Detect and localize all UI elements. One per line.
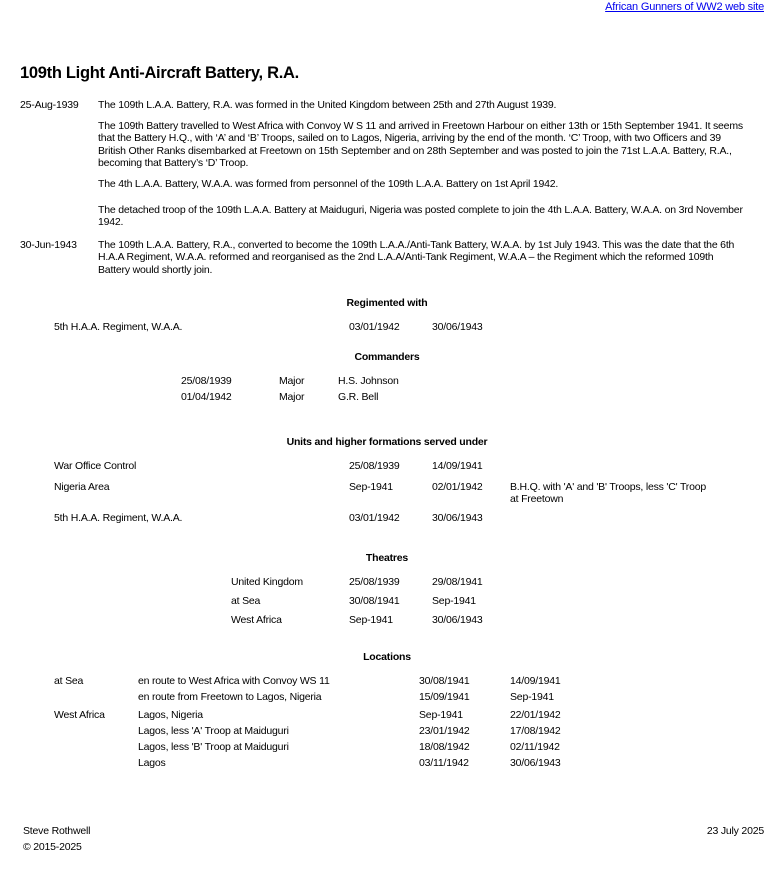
- date-from: 25/08/1939: [349, 460, 400, 472]
- section-heading-locations: Locations: [363, 651, 411, 663]
- date-from: 15/09/1941: [419, 691, 470, 703]
- date-from: 18/08/1942: [419, 741, 470, 753]
- location-place: Lagos, less 'A' Troop at Maiduguri: [138, 725, 289, 737]
- commander-rank: Major: [279, 391, 305, 403]
- unit-name: 5th H.A.A. Regiment, W.A.A.: [54, 512, 183, 524]
- date-to: 02/01/1942: [432, 481, 483, 493]
- section-heading-theatres: Theatres: [365, 552, 409, 564]
- site-home-link[interactable]: African Gunners of WW2 web site: [605, 1, 764, 13]
- section-heading-commanders: Commanders: [354, 351, 420, 363]
- date-to: Sep-1941: [432, 595, 476, 607]
- date-to: 30/06/1943: [432, 512, 483, 524]
- date-from: 30/08/1941: [349, 595, 400, 607]
- history-date: 25-Aug-1939: [20, 99, 79, 111]
- date-from: 03/01/1942: [349, 512, 400, 524]
- footer-date: 23 July 2025: [706, 825, 764, 837]
- footer-author: Steve Rothwell: [23, 825, 91, 837]
- section-heading-served-under: Units and higher formations served under: [286, 436, 488, 448]
- date-to: 14/09/1941: [510, 675, 561, 687]
- location-place: en route to West Africa with Convoy WS 11: [138, 675, 330, 687]
- theatre-place: West Africa: [231, 614, 282, 626]
- theatre-place: United Kingdom: [231, 576, 303, 588]
- date-to: 14/09/1941: [432, 460, 483, 472]
- date-to: 22/01/1942: [510, 709, 561, 721]
- date-from: Sep-1941: [349, 481, 393, 493]
- date-to: Sep-1941: [510, 691, 554, 703]
- date-to: 17/08/1942: [510, 725, 561, 737]
- date-to: 30/06/1943: [432, 614, 483, 626]
- date-to: 29/08/1941: [432, 576, 483, 588]
- date-to: 30/06/1943: [432, 321, 483, 333]
- served-under-note: B.H.Q. with 'A' and 'B' Troops, less 'C' Troop at Freetown: [510, 481, 706, 506]
- history-paragraph: The 109th L.A.A. Battery, R.A. was formed in the United Kingdom between 25th and 27th August 1939.: [98, 99, 557, 111]
- date-to: 02/11/1942: [510, 741, 560, 753]
- date-from: 03/01/1942: [349, 321, 400, 333]
- date-from: 23/01/1942: [419, 725, 470, 737]
- page-title: 109th Light Anti-Aircraft Battery, R.A.: [20, 64, 299, 82]
- location-place: Lagos, less 'B' Troop at Maiduguri: [138, 741, 289, 753]
- unit-name: War Office Control: [54, 460, 137, 472]
- date-from: 30/08/1941: [419, 675, 470, 687]
- history-paragraph: The 109th Battery travelled to West Africa with Convoy W S 11 and arrived in Freetown Harbour on either 13th or 15th September 1941. It seems that the Battery H.Q., with ‘A’ and ‘B’ Troops, sailed on to Lagos, Nigeria, arriving by the end of the month. ‘C’ Troop, with two Officers and 39 British Other Ranks disembarked at Freetown on 15th September and on 28th September and was posted to join the 71st L.A.A. Battery, R.A., becoming that Battery’s ‘D’ Troop.: [98, 120, 743, 170]
- commander-rank: Major: [279, 375, 305, 387]
- footer-copyright: © 2015-2025: [23, 841, 82, 853]
- date-from: 25/08/1939: [349, 576, 400, 588]
- history-date: 30-Jun-1943: [20, 239, 77, 251]
- date-from: 03/11/1942: [419, 757, 469, 769]
- history-paragraph: The 109th L.A.A. Battery, R.A., converted to become the 109th L.A.A./Anti-Tank Battery, W.A.A. by 1st July 1943. This was the date that the 6th H.A.A Regiment, W.A.A. reformed and reorganised as the 2nd L.A.A/Anti-Tank Regiment, W.A.A – the Regiment which the reformed 109th Battery would shortly join.: [98, 239, 735, 276]
- location-region: West Africa: [54, 709, 105, 721]
- commander-name: G.R. Bell: [338, 391, 379, 403]
- commander-date: 25/08/1939: [181, 375, 232, 387]
- theatre-place: at Sea: [231, 595, 261, 607]
- commander-name: H.S. Johnson: [338, 375, 399, 387]
- location-place: Lagos: [138, 757, 166, 769]
- location-place: en route from Freetown to Lagos, Nigeria: [138, 691, 322, 703]
- location-place: Lagos, Nigeria: [138, 709, 203, 721]
- commander-date: 01/04/1942: [181, 391, 232, 403]
- location-region: at Sea: [54, 675, 84, 687]
- section-heading-regimented: Regimented with: [346, 297, 428, 309]
- history-paragraph: The 4th L.A.A. Battery, W.A.A. was formed from personnel of the 109th L.A.A. Battery on 1st April 1942.: [98, 178, 559, 190]
- unit-name: 5th H.A.A. Regiment, W.A.A.: [54, 321, 183, 333]
- date-to: 30/06/1943: [510, 757, 561, 769]
- date-from: Sep-1941: [419, 709, 463, 721]
- date-from: Sep-1941: [349, 614, 393, 626]
- unit-name: Nigeria Area: [54, 481, 110, 493]
- history-paragraph: The detached troop of the 109th L.A.A. Battery at Maiduguri, Nigeria was posted complete to join the 4th L.A.A. Battery, W.A.A. on 3rd November 1942.: [98, 204, 743, 229]
